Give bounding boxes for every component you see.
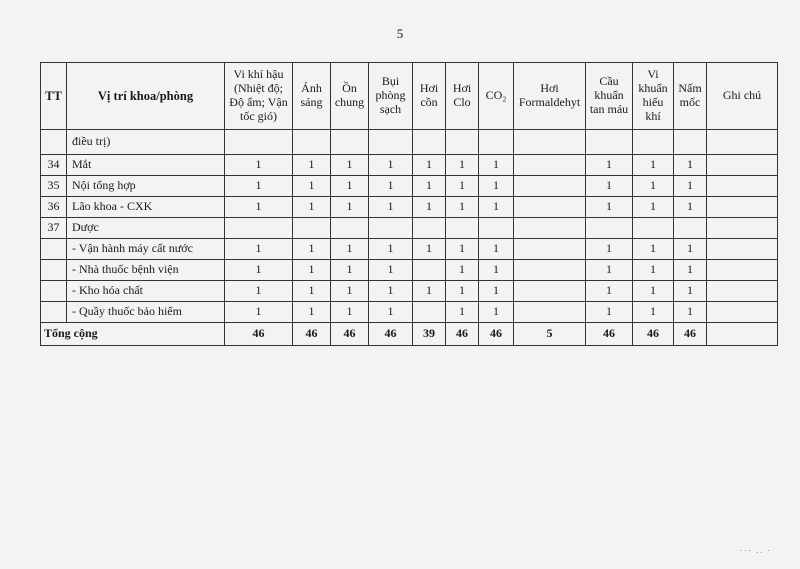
value-cell: 1 xyxy=(674,302,707,323)
table-row xyxy=(41,176,778,197)
value-cell xyxy=(514,239,586,260)
value-cell: 1 xyxy=(225,197,293,218)
column-header: Ghi chú xyxy=(707,63,778,130)
value-cell xyxy=(413,302,446,323)
total-value-cell xyxy=(707,323,778,346)
value-cell: 1 xyxy=(413,155,446,176)
value-cell xyxy=(586,130,633,155)
value-cell xyxy=(514,197,586,218)
value-cell: 1 xyxy=(331,260,369,281)
value-cell: 1 xyxy=(633,302,674,323)
total-value-cell: 46 xyxy=(674,323,707,346)
column-header: Ánh sáng xyxy=(293,63,331,130)
value-cell: 1 xyxy=(674,155,707,176)
value-cell: 1 xyxy=(413,197,446,218)
total-value-cell: 46 xyxy=(446,323,479,346)
value-cell: 1 xyxy=(369,260,413,281)
value-cell: 1 xyxy=(293,155,331,176)
value-cell: 1 xyxy=(633,155,674,176)
value-cell xyxy=(413,218,446,239)
value-cell xyxy=(331,130,369,155)
location-cell: điều trị) xyxy=(67,130,225,155)
value-cell: 1 xyxy=(633,197,674,218)
value-cell xyxy=(633,218,674,239)
location-cell: - Nhà thuốc bệnh viện xyxy=(67,260,225,281)
value-cell: 1 xyxy=(674,281,707,302)
value-cell: 1 xyxy=(293,197,331,218)
value-cell: 1 xyxy=(633,281,674,302)
value-cell: 1 xyxy=(446,197,479,218)
value-cell: 1 xyxy=(446,176,479,197)
value-cell: 1 xyxy=(479,197,514,218)
table-row xyxy=(41,197,778,218)
value-cell xyxy=(331,218,369,239)
column-header: Hơi Clo xyxy=(446,63,479,130)
value-cell: 1 xyxy=(225,239,293,260)
total-value-cell: 46 xyxy=(586,323,633,346)
location-cell: Nội tổng hợp xyxy=(67,176,225,197)
monitoring-table xyxy=(40,62,778,346)
value-cell: 1 xyxy=(225,155,293,176)
table-row xyxy=(41,281,778,302)
column-header: Hơi cồn xyxy=(413,63,446,130)
value-cell: 1 xyxy=(369,197,413,218)
value-cell: 1 xyxy=(225,281,293,302)
table-body xyxy=(41,130,778,346)
value-cell: 1 xyxy=(586,197,633,218)
row-number: 36 xyxy=(41,197,67,218)
column-header: Bụi phòng sạch xyxy=(369,63,413,130)
value-cell xyxy=(707,260,778,281)
value-cell: 1 xyxy=(225,176,293,197)
table-row xyxy=(41,155,778,176)
value-cell xyxy=(674,130,707,155)
value-cell: 1 xyxy=(413,239,446,260)
value-cell: 1 xyxy=(674,176,707,197)
value-cell: 1 xyxy=(331,155,369,176)
value-cell xyxy=(225,218,293,239)
table-row xyxy=(41,130,778,155)
row-number xyxy=(41,302,67,323)
value-cell: 1 xyxy=(633,260,674,281)
total-value-cell: 46 xyxy=(331,323,369,346)
value-cell xyxy=(446,218,479,239)
location-cell: - Quầy thuốc bảo hiểm xyxy=(67,302,225,323)
value-cell: 1 xyxy=(413,176,446,197)
value-cell: 1 xyxy=(331,281,369,302)
value-cell: 1 xyxy=(586,281,633,302)
value-cell: 1 xyxy=(413,281,446,302)
value-cell: 1 xyxy=(633,239,674,260)
value-cell: 1 xyxy=(479,260,514,281)
row-number xyxy=(41,130,67,155)
value-cell: 1 xyxy=(369,302,413,323)
value-cell: 1 xyxy=(446,260,479,281)
value-cell xyxy=(369,130,413,155)
column-header: CO₂ xyxy=(479,63,514,130)
value-cell xyxy=(707,197,778,218)
value-cell xyxy=(514,130,586,155)
value-cell xyxy=(293,218,331,239)
value-cell xyxy=(293,130,331,155)
value-cell: 1 xyxy=(293,281,331,302)
value-cell: 1 xyxy=(369,176,413,197)
value-cell: 1 xyxy=(479,239,514,260)
value-cell xyxy=(514,218,586,239)
location-cell: Dược xyxy=(67,218,225,239)
column-header: Vi khuẩn hiếu khí xyxy=(633,63,674,130)
total-value-cell: 46 xyxy=(369,323,413,346)
column-header: TT xyxy=(41,63,67,130)
page-number: 5 xyxy=(396,26,404,41)
value-cell: 1 xyxy=(331,239,369,260)
value-cell xyxy=(586,218,633,239)
value-cell xyxy=(707,281,778,302)
location-cell: - Kho hóa chất xyxy=(67,281,225,302)
total-value-cell: 46 xyxy=(479,323,514,346)
row-number xyxy=(41,260,67,281)
value-cell xyxy=(225,130,293,155)
value-cell: 1 xyxy=(586,155,633,176)
row-number: 37 xyxy=(41,218,67,239)
value-cell: 1 xyxy=(586,176,633,197)
table-row xyxy=(41,260,778,281)
column-header: Nấm mốc xyxy=(674,63,707,130)
location-cell: Lão khoa - CXK xyxy=(67,197,225,218)
value-cell: 1 xyxy=(293,302,331,323)
value-cell xyxy=(707,302,778,323)
row-number: 34 xyxy=(41,155,67,176)
value-cell: 1 xyxy=(674,239,707,260)
value-cell: 1 xyxy=(331,197,369,218)
value-cell xyxy=(514,176,586,197)
row-number xyxy=(41,239,67,260)
value-cell: 1 xyxy=(674,260,707,281)
value-cell xyxy=(479,218,514,239)
value-cell: 1 xyxy=(293,260,331,281)
row-number: 35 xyxy=(41,176,67,197)
value-cell: 1 xyxy=(225,260,293,281)
total-value-cell: 39 xyxy=(413,323,446,346)
value-cell: 1 xyxy=(479,302,514,323)
value-cell: 1 xyxy=(369,239,413,260)
value-cell xyxy=(514,281,586,302)
scan-mark: ·​·· .. · xyxy=(739,547,772,555)
location-cell: Mắt xyxy=(67,155,225,176)
value-cell: 1 xyxy=(369,281,413,302)
value-cell xyxy=(413,260,446,281)
value-cell: 1 xyxy=(446,302,479,323)
value-cell xyxy=(707,176,778,197)
value-cell xyxy=(707,218,778,239)
value-cell: 1 xyxy=(331,176,369,197)
value-cell: 1 xyxy=(446,239,479,260)
total-label: Tổng cộng xyxy=(41,323,225,346)
value-cell xyxy=(707,130,778,155)
column-header: Vi khí hậu (Nhiệt độ; Độ ẩm; Vận tốc gió) xyxy=(225,63,293,130)
value-cell: 1 xyxy=(633,176,674,197)
value-cell: 1 xyxy=(446,155,479,176)
value-cell: 1 xyxy=(479,155,514,176)
value-cell: 1 xyxy=(586,302,633,323)
total-value-cell: 46 xyxy=(293,323,331,346)
value-cell xyxy=(633,130,674,155)
table-header xyxy=(41,63,778,130)
table-row xyxy=(41,239,778,260)
value-cell: 1 xyxy=(293,176,331,197)
location-cell: - Vận hành máy cất nước xyxy=(67,239,225,260)
value-cell xyxy=(707,155,778,176)
value-cell xyxy=(446,130,479,155)
value-cell xyxy=(413,130,446,155)
value-cell xyxy=(514,155,586,176)
header-row xyxy=(41,63,778,130)
value-cell: 1 xyxy=(479,176,514,197)
value-cell xyxy=(674,218,707,239)
value-cell: 1 xyxy=(225,302,293,323)
total-value-cell: 46 xyxy=(633,323,674,346)
row-number xyxy=(41,281,67,302)
value-cell xyxy=(514,260,586,281)
value-cell: 1 xyxy=(586,260,633,281)
value-cell: 1 xyxy=(479,281,514,302)
column-header: Hơi Formaldehyt xyxy=(514,63,586,130)
total-value-cell: 5 xyxy=(514,323,586,346)
value-cell xyxy=(369,218,413,239)
value-cell: 1 xyxy=(674,197,707,218)
value-cell: 1 xyxy=(331,302,369,323)
total-value-cell: 46 xyxy=(225,323,293,346)
value-cell: 1 xyxy=(446,281,479,302)
value-cell xyxy=(707,239,778,260)
total-row xyxy=(41,323,778,346)
table-row xyxy=(41,218,778,239)
value-cell: 1 xyxy=(293,239,331,260)
table-row xyxy=(41,302,778,323)
value-cell xyxy=(479,130,514,155)
column-header: Cầu khuẩn tan máu xyxy=(586,63,633,130)
value-cell: 1 xyxy=(586,239,633,260)
value-cell xyxy=(514,302,586,323)
column-header: Ồn chung xyxy=(331,63,369,130)
column-header: Vị trí khoa/phòng xyxy=(67,63,225,130)
value-cell: 1 xyxy=(369,155,413,176)
